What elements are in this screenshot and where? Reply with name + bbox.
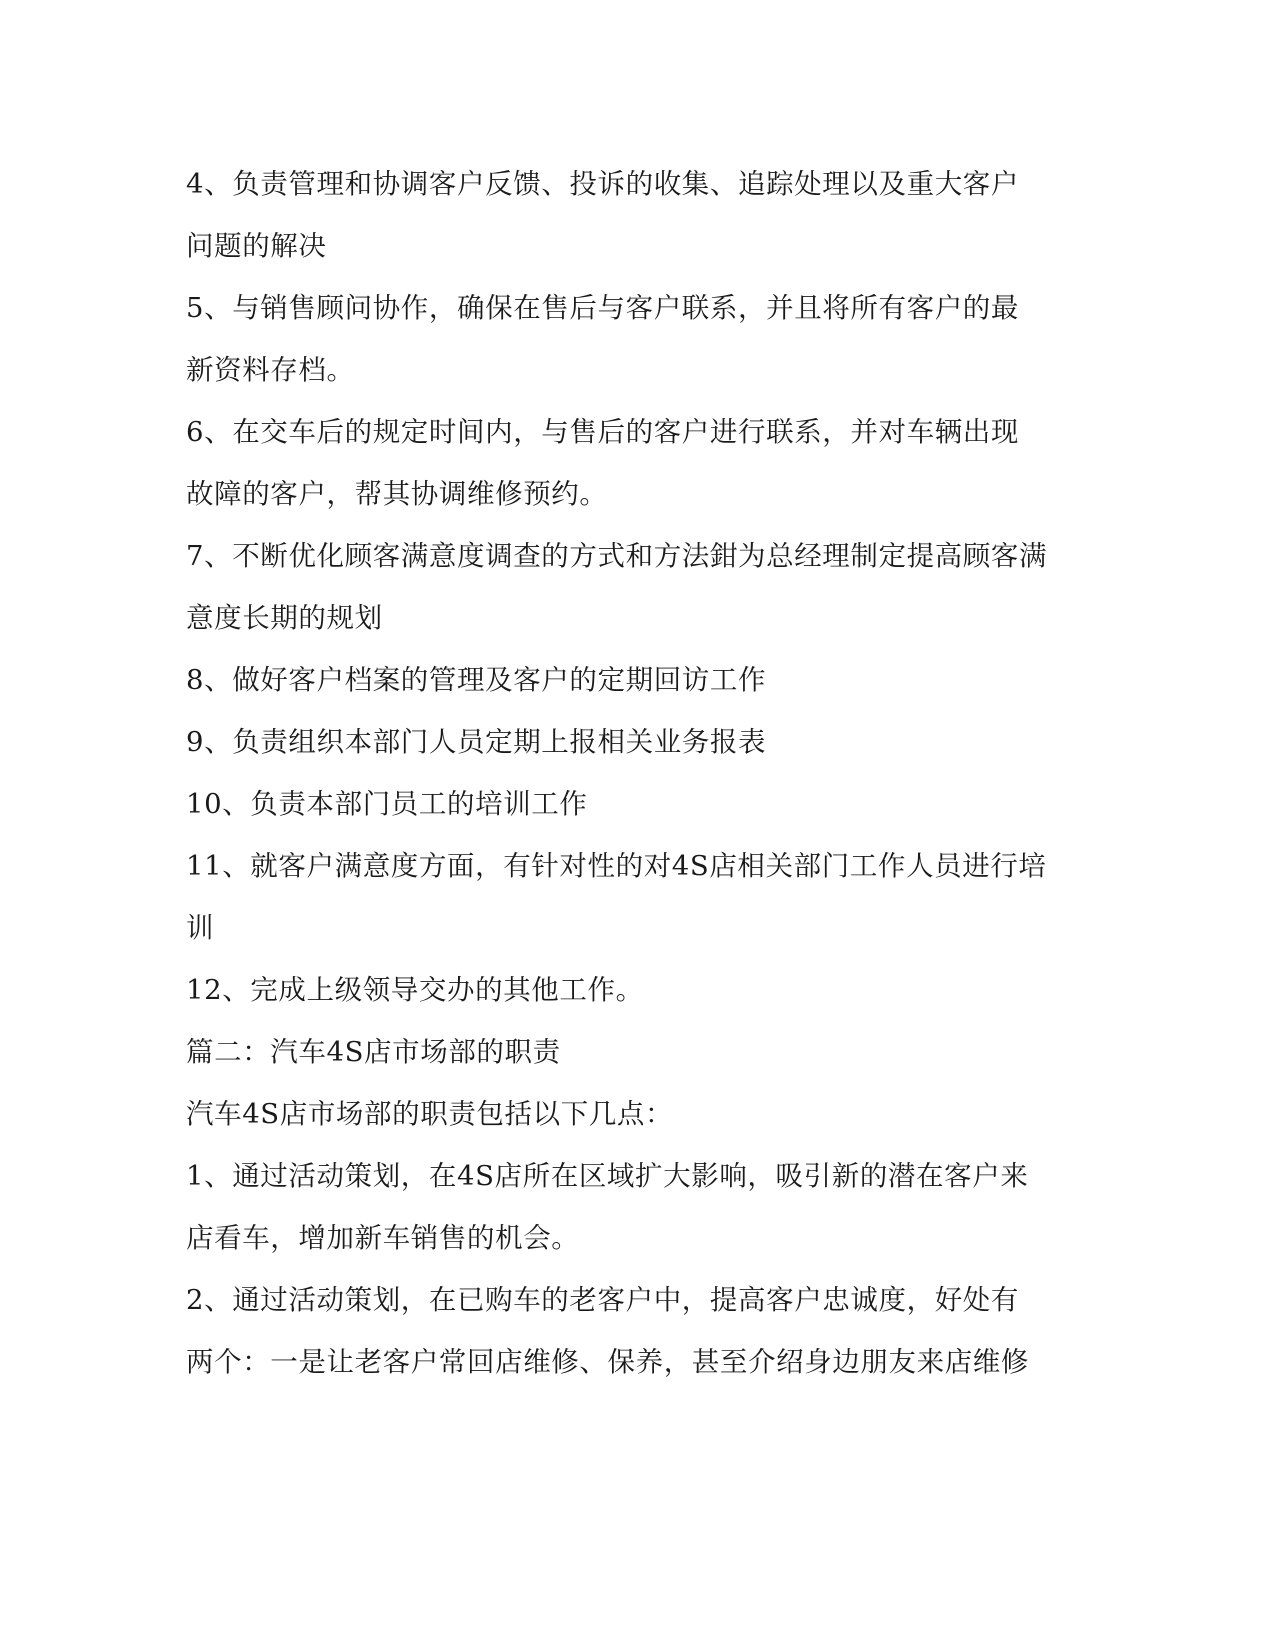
text-line: 8、做好客户档案的管理及客户的定期回访工作 bbox=[186, 664, 767, 696]
text-line: 问题的解决 bbox=[186, 230, 327, 262]
text-line: 故障的客户，帮其协调维修预约。 bbox=[186, 478, 608, 510]
text-line: 汽车4S店市场部的职责包括以下几点： bbox=[186, 1098, 674, 1130]
text-line: 12、完成上级领导交办的其他工作。 bbox=[186, 974, 644, 1006]
text-line: 店看车，增加新车销售的机会。 bbox=[186, 1222, 580, 1254]
section-heading: 篇二：汽车4S店市场部的职责 bbox=[186, 1036, 561, 1068]
text-line: 9、负责组织本部门人员定期上报相关业务报表 bbox=[186, 726, 767, 758]
text-line: 两个：一是让老客户常回店维修、保养，甚至介绍身边朋友来店维修 bbox=[186, 1346, 1029, 1378]
text-line: 意度长期的规划 bbox=[186, 602, 383, 634]
text-line: 5、与销售顾问协作，确保在售后与客户联系，并且将所有客户的最 bbox=[186, 292, 1019, 324]
text-line: 6、在交车后的规定时间内，与售后的客户进行联系，并对车辆出现 bbox=[186, 416, 1019, 448]
text-line: 训 bbox=[186, 912, 215, 944]
text-line: 2、通过活动策划，在已购车的老客户中，提高客户忠诚度，好处有 bbox=[186, 1284, 1019, 1316]
text-line: 新资料存档。 bbox=[186, 354, 355, 386]
text-line: 1、通过活动策划，在4S店所在区域扩大影响，吸引新的潜在客户来 bbox=[186, 1160, 1029, 1192]
text-line: 11、就客户满意度方面，有针对性的对4S店相关部门工作人员进行培 bbox=[186, 850, 1047, 882]
text-line: 7、不断优化顾客满意度调查的方式和方法鉗为总经理制定提高顾客满 bbox=[186, 540, 1048, 572]
text-line: 4、负责管理和协调客户反馈、投诉的收集、追踪处理以及重大客户 bbox=[186, 168, 1019, 200]
text-line: 10、负责本部门员工的培训工作 bbox=[186, 788, 588, 820]
document-body bbox=[186, 153, 1066, 1393]
